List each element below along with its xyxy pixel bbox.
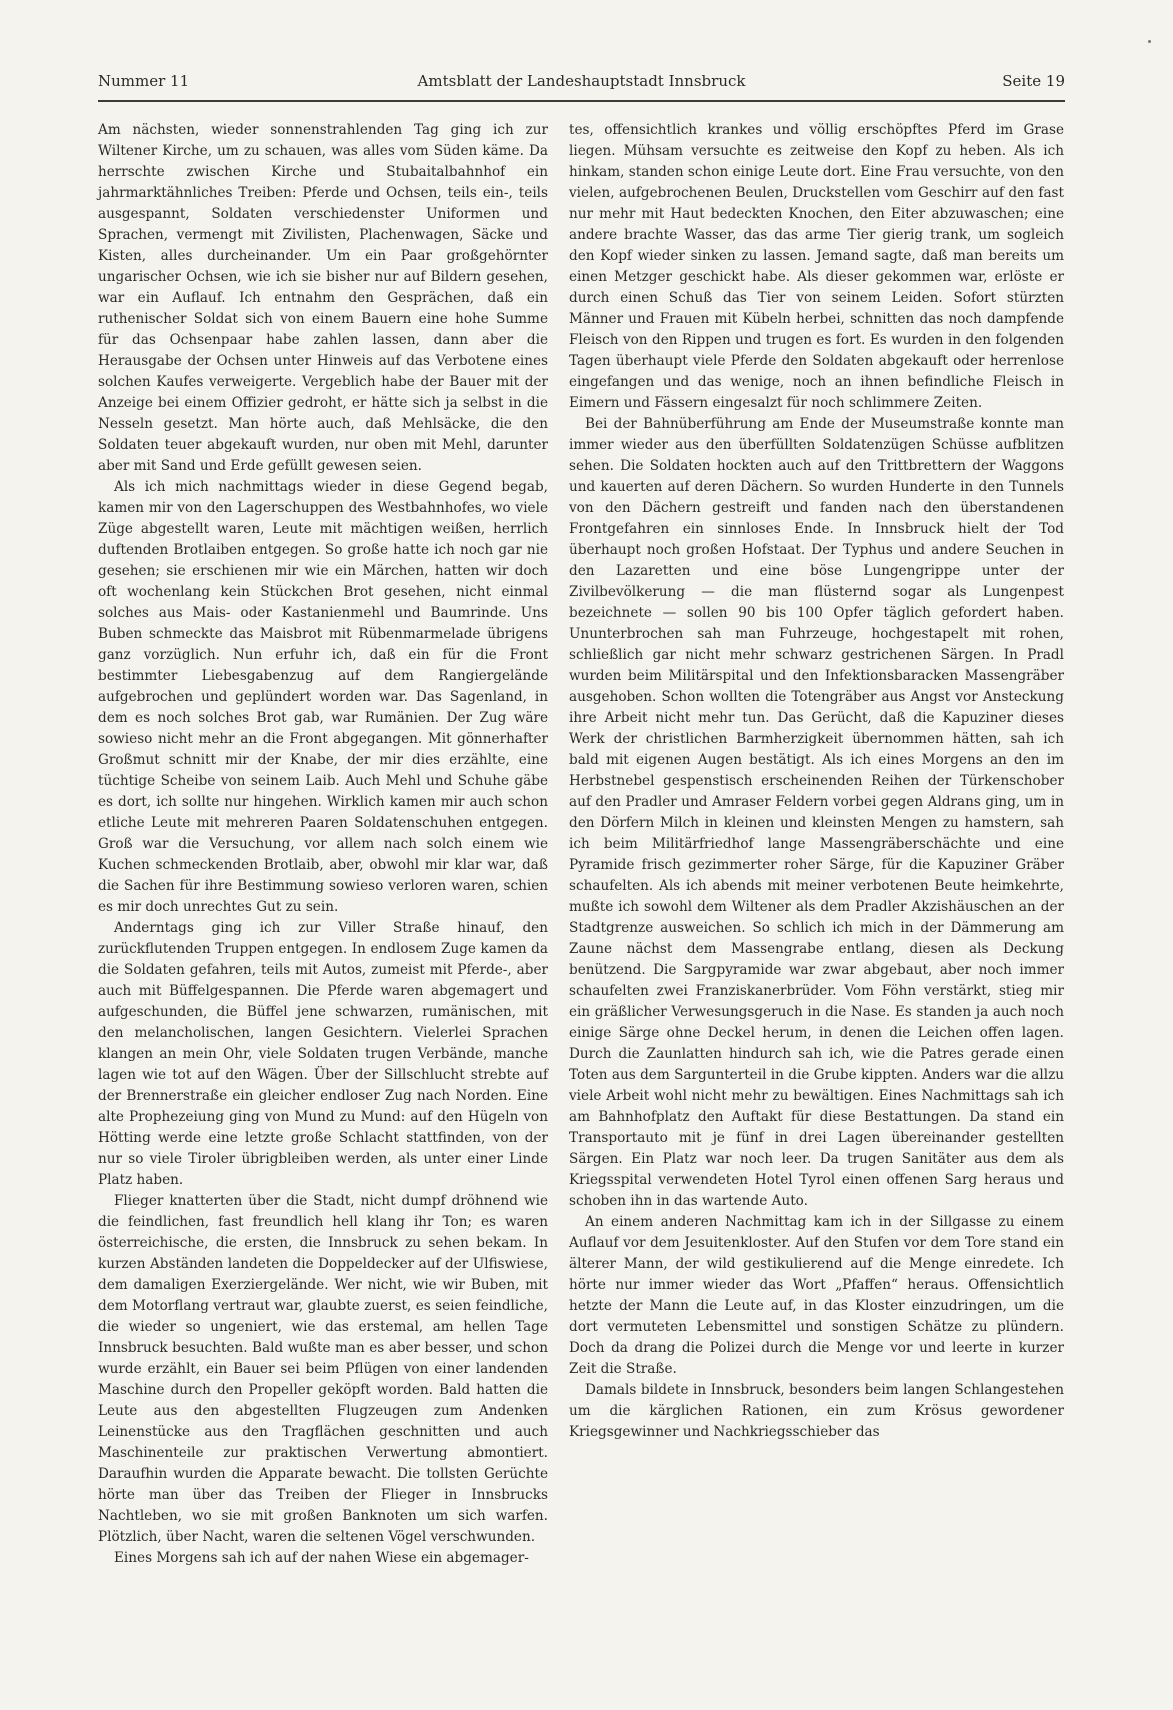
issue-number: Nummer 11	[98, 72, 190, 90]
paragraph: Anderntags ging ich zur Viller Straße hinauf, den zurückflutenden Truppen entgegen. In endlosem Zuge kamen da die Soldaten gefahren, teils mit Autos, zumeist mit Pferde-, aber auch mit Büffelgespannen. Die Pferde waren abgemagert und aufgeschunden, die Büffel jene schwarzen, rumänischen, mit den melancholischen, langen Gesichtern. Vielerlei Sprachen klangen an mein Ohr, viele Soldaten trugen Verbände, manche lagen wie tot auf den Wägen. Über der Sillschlucht strebte auf der Brennerstraße ein gleicher endloser Zug nach Norden. Eine alte Prophezeiung ging von Mund zu Mund: auf den Hügeln von Hötting werde eine letzte große Schlacht stattfinden, von der nur so viele Tiroler übrigbleiben werden, als unter einer Linde Platz haben.	[98, 920, 548, 1188]
paragraph: An einem anderen Nachmittag kam ich in der Sillgasse zu einem Auflauf vor dem Jesuitenkloster. Auf den Stufen vor dem Tore stand ein älterer Mann, der wild gestikulierend auf die Menge einredete. Ich hörte nur immer wieder das Wort „Pfaffen“ heraus. Offensichtlich hetzte der Mann die Leute auf, in das Kloster einzudringen, um die dort vermuteten Lebensmittel und sonstigen Schätze zu plündern. Doch da drang die Polizei durch die Menge vor und leerte in kurzer Zeit die Straße.	[569, 1214, 1064, 1377]
paragraph: Als ich mich nachmittags wieder in diese Gegend begab, kamen mir von den Lagerschuppen des Westbahnhofes, wo viele Züge abgestellt waren, Leute mit mächtigen weißen, herrlich duftenden Brotlaiben entgegen. So große hatte ich noch gar nie gesehen; sie erschienen mir wie ein Märchen, hatten wir doch oft wochenlang kein Stückchen Brot gesehen, nicht einmal solches aus Mais- oder Kastanienmehl und Baumrinde. Uns Buben schmeckte das Maisbrot mit Rübenmarmelade übrigens ganz vorzüglich. Nun erfuhr ich, daß ein für die Front bestimmter Liebesgabenzug auf dem Rangiergelände aufgebrochen und geplündert worden war. Das Sagenland, in dem es noch solches Brot gab, war Rumänien. Der Zug wäre sowieso nicht mehr an die Front abgegangen. Mit gönnerhafter Großmut schnitt mir der Knabe, der mir dies erzählte, eine tüchtige Scheibe von seinem Laib. Auch Mehl und Schuhe gäbe es dort, ich sollte nur hingehen. Wirklich kamen mir auch schon etliche Leute mit mehreren Paaren Soldatenschuhen entgegen. Groß war die Versuchung, vor allem nach solch einem wie Kuchen schmeckenden Brotlaib, aber, obwohl mir klar war, daß die Sachen für ihre Bestimmung sowieso verloren waren, schien es mir doch unrechtes Gut zu sein.	[98, 479, 548, 915]
publication-title: Amtsblatt der Landeshauptstadt Innsbruck	[417, 72, 746, 90]
right-column	[569, 120, 1064, 1443]
paragraph: Eines Morgens sah ich auf der nahen Wiese ein abgemager-	[114, 1550, 529, 1566]
paragraph: Bei der Bahnüberführung am Ende der Museumstraße konnte man immer wieder aus den überfüllten Soldatenzügen Schüsse aufblitzen sehen. Die Soldaten hockten auch auf den Trittbrettern der Waggons und kauerten auf deren Dächern. So wurden Hunderte in den Tunnels von den Dächern gestreift und fanden nach den überstandenen Frontgefahren ein sinnloses Ende. In Innsbruck hielt der Tod überhaupt noch großen Hofstaat. Der Typhus und andere Seuchen in den Lazaretten und eine böse Lungengrippe unter der Zivilbevölkerung — die man flüsternd sogar als Lungenpest bezeichnete — sollen 90 bis 100 Opfer täglich gefordert haben. Ununterbrochen sah man Fuhrzeuge, hochgestapelt mit rohen, schließlich gar nicht mehr schwarz gestrichenen Särgen. In Pradl wurden beim Militärspital und den Infektionsbaracken Massengräber ausgehoben. Schon wollten die Totengräber aus Angst vor Ansteckung ihre Arbeit nicht mehr tun. Das Gerücht, daß die Kapuziner dieses Werk der christlichen Barmherzigkeit übernommen hätten, sah ich bald mit eigenen Augen bestätigt. Als ich eines Morgens an den im Herbstnebel gespenstisch erscheinenden Reihen der Türkenschober auf den Pradler und Amraser Feldern vorbei gegen Aldrans ging, um in den Dörfern Milch in kleinen und kleinsten Mengen zu hamstern, sah ich beim Militärfriedhof lange Massengräberschächte und eine Pyramide frisch gezimmerter roher Särge, für die Kapuziner Gräber schaufelten. Als ich abends mit meiner verbotenen Beute heimkehrte, mußte ich sowohl dem Wiltener als dem Pradler Akzishäuschen an der Stadtgrenze ausweichen. So schlich ich mich in der Dämmerung am Zaune nächst dem Massengrabe entlang, diesen als Deckung benützend. Die Sargpyramide war zwar abgebaut, aber noch immer schaufelten zwei Franziskanerbrüder. Vom Föhn verstärkt, stieg mir ein gräßlicher Verwesungsgeruch in die Nase. Es standen ja auch noch einige Särge ohne Deckel herum, in denen die Leichen offen lagen. Durch die Zaunlatten hindurch sah ich, wie die Patres gerade einen Toten aus dem Sargunterteil in die Grube kippten. Anders war die allzu viele Arbeit wohl nicht mehr zu bewältigen. Eines Nachmittags sah ich am Bahnhofplatz den Auftakt für diese Bestattungen. Da stand ein Transportauto mit je fünf in drei Lagen übereinander gestellten Särgen. Ein Platz war noch leer. Da trugen Sanitäter aus dem als Kriegsspital verwendeten Hotel Tyrol einen offenen Sarg heraus und schoben ihn in das wartende Auto.	[569, 416, 1064, 1209]
paragraph: Damals bildete in Innsbruck, besonders beim langen Schlangestehen um die kärglichen Rationen, ein zum Krösus gewordener Kriegsgewinner und Nachkriegsschieber das	[569, 1382, 1064, 1440]
paragraph: Flieger knatterten über die Stadt, nicht dumpf dröhnend wie die feindlichen, fast freundlich hell klang ihr Ton; es waren österreichische, die ersten, die Innsbruck zu sehen bekam. In kurzen Abständen landeten die Doppeldecker auf der Ulfiswiese, dem damaligen Exerziergelände. Wer nicht, wie wir Buben, mit dem Motorflang vertraut war, glaubte zuerst, es seien feindliche, die wieder so ungeniert, wie das erstemal, am hellen Tage Innsbruck besuchten. Bald wußte man es aber besser, und schon wurde erzählt, ein Bauer sei beim Pflügen von einer landenden Maschine durch den Propeller geköpft worden. Bald hatten die Leute aus den abgestellten Flugzeugen zum Andenken Leinenstücke aus den Tragflächen geschnitten und auch Maschinenteile zur praktischen Verwertung abmontiert. Daraufhin wurden die Apparate bewacht. Die tollsten Gerüchte hörte man über das Treiben der Flieger in Innsbrucks Nachtleben, wo sie mit großen Banknoten um sich warfen. Plötzlich, über Nacht, waren die seltenen Vögel verschwunden.	[98, 1193, 548, 1545]
paragraph: Am nächsten, wieder sonnenstrahlenden Tag ging ich zur Wiltener Kirche, um zu schauen, was alles vom Süden käme. Da herrschte zwischen Kirche und Stubaitalbahnhof ein jahrmarktähnliches Treiben: Pferde und Ochsen, teils ein-, teils ausgespannt, Soldaten verschiedenster Uniformen und Sprachen, vermengt mit Zivilisten, Plachenwagen, Säcke und Kisten, alles durcheinander. Um ein Paar großgehörnter ungarischer Ochsen, wie ich sie bisher nur auf Bildern gesehen, war ein Auflauf. Ich entnahm den Gesprächen, daß ein ruthenischer Soldat sich von einem Bauern eine hohe Summe für das Ochsenpaar habe zahlen lassen, dann aber die Herausgabe der Ochsen unter Hinweis auf das Verbotene eines solchen Kaufes verweigerte. Vergeblich habe der Bauer mit der Anzeige bei einem Offizier gedroht, er hätte sich ja selbst in die Nesseln gesetzt. Man hörte auch, daß Mehlsäcke, die den Soldaten teuer abgekauft wurden, nur oben mit Mehl, darunter aber mit Sand und Erde gefüllt gewesen seien.	[98, 122, 548, 474]
left-column	[98, 120, 548, 1569]
scan-speck	[1148, 40, 1151, 43]
paragraph: tes, offensichtlich krankes und völlig erschöpftes Pferd im Grase liegen. Mühsam versuchte es zeitweise den Kopf zu heben. Als ich hinkam, standen schon einige Leute dort. Eine Frau versuchte, von den vielen, aufgebrochenen Beulen, Druckstellen vom Geschirr auf den fast nur mehr mit Haut bedeckten Knochen, den Eiter abzuwaschen; eine andere brachte Wasser, das das arme Tier gierig trank, um sogleich den Kopf wieder sinken zu lassen. Jemand sagte, daß man bereits um einen Metzger geschickt habe. Als dieser gekommen war, erlöste er durch einen Schuß das Tier von seinem Leiden. Sofort stürzten Männer und Frauen mit Kübeln herbei, schnitten das noch dampfende Fleisch von den Rippen und trugen es fort. Es wurden in den folgenden Tagen überhaupt viele Pferde den Soldaten abgekauft oder herrenlose eingefangen und das wenige, noch an ihnen befindliche Fleisch in Eimern und Fässern eingesalzt für noch schlimmere Zeiten.	[569, 122, 1064, 411]
page-number: Seite 19	[1002, 72, 1065, 90]
page-header	[98, 66, 1065, 102]
